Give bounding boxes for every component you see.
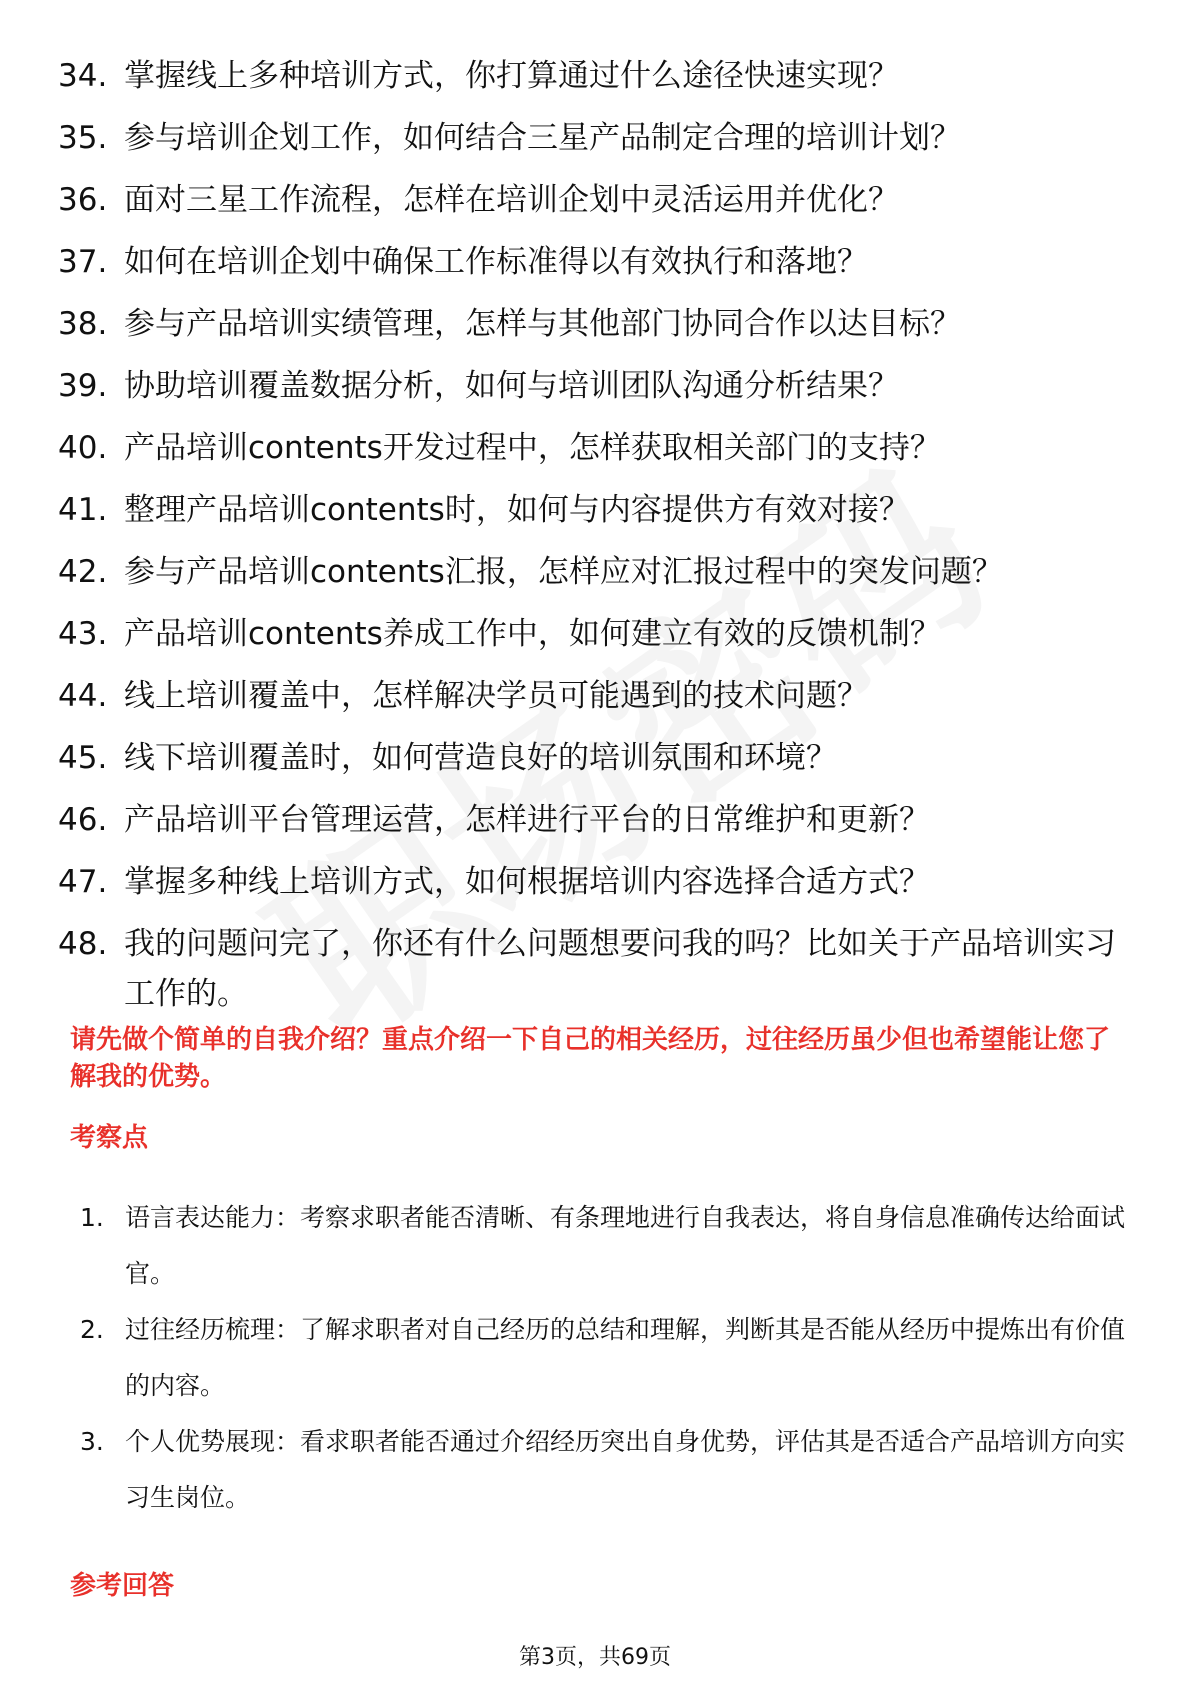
question-number: 43. xyxy=(58,616,108,652)
question-text: 线上培训覆盖中，怎样解决学员可能遇到的技术问题？ xyxy=(124,678,868,714)
question-text: 我的问题问完了，你还有什么问题想要问我的吗？比如关于产品培训实习工作的。 xyxy=(124,926,1116,1012)
question-item xyxy=(58,603,1138,665)
question-text: 产品培训平台管理运营，怎样进行平台的日常维护和更新？ xyxy=(124,802,930,838)
question-number: 36. xyxy=(58,182,108,218)
section-title-answer: 参考回答 xyxy=(70,1571,175,1601)
question-item xyxy=(58,913,1138,1019)
question-text: 如何在培训企划中确保工作标准得以有效执行和落地？ xyxy=(124,244,868,280)
question-number: 44. xyxy=(58,678,108,714)
question-text: 协助培训覆盖数据分析，如何与培训团队沟通分析结果？ xyxy=(124,368,899,404)
question-item xyxy=(58,479,1138,541)
question-item xyxy=(58,665,1138,727)
question-text: 掌握线上多种培训方式，你打算通过什么途径快速实现？ xyxy=(124,58,899,94)
point-text: 个人优势展现：看求职者能否通过介绍经历突出自身优势，评估其是否适合产品培训方向实习生岗位。 xyxy=(125,1427,1126,1512)
question-item xyxy=(58,45,1138,107)
question-number: 38. xyxy=(58,306,108,342)
point-text: 过往经历梳理：了解求职者对自己经历的总结和理解，判断其是否能从经历中提炼出有价值的内容。 xyxy=(125,1315,1126,1400)
question-text: 参与产品培训contents汇报，怎样应对汇报过程中的突发问题？ xyxy=(124,554,1003,590)
question-number: 45. xyxy=(58,740,108,776)
question-item xyxy=(58,541,1138,603)
intro-question: 请先做个简单的自我介绍？重点介绍一下自己的相关经历，过往经历虽少但也希望能让您了解我的优势。 xyxy=(70,1025,1111,1092)
point-item xyxy=(80,1414,1130,1526)
question-text: 掌握多种线上培训方式，如何根据培训内容选择合适方式？ xyxy=(124,864,930,900)
question-text: 产品培训contents开发过程中，怎样获取相关部门的支持？ xyxy=(124,430,941,466)
question-number: 47. xyxy=(58,864,108,900)
point-number: 3. xyxy=(80,1427,104,1456)
question-item xyxy=(58,355,1138,417)
question-number: 35. xyxy=(58,120,108,156)
section-title-points: 考察点 xyxy=(70,1123,149,1153)
point-item xyxy=(80,1302,1130,1414)
question-item xyxy=(58,169,1138,231)
question-text: 整理产品培训contents时，如何与内容提供方有效对接？ xyxy=(124,492,910,528)
question-item xyxy=(58,231,1138,293)
question-number: 42. xyxy=(58,554,108,590)
question-text: 面对三星工作流程，怎样在培训企划中灵活运用并优化？ xyxy=(124,182,899,218)
point-number: 2. xyxy=(80,1315,104,1344)
question-item xyxy=(58,417,1138,479)
page-footer: 第3页，共69页 xyxy=(519,1645,671,1670)
question-text: 线下培训覆盖时，如何营造良好的培训氛围和环境？ xyxy=(124,740,837,776)
question-number: 39. xyxy=(58,368,108,404)
question-item xyxy=(58,789,1138,851)
points-list xyxy=(80,1190,1130,1526)
question-text: 产品培训contents养成工作中，如何建立有效的反馈机制？ xyxy=(124,616,941,652)
question-number: 40. xyxy=(58,430,108,466)
question-item xyxy=(58,727,1138,789)
question-list xyxy=(58,45,1138,1019)
question-text: 参与产品培训实绩管理，怎样与其他部门协同合作以达目标？ xyxy=(124,306,961,342)
question-number: 41. xyxy=(58,492,108,528)
question-number: 37. xyxy=(58,244,108,280)
question-text: 参与培训企划工作，如何结合三星产品制定合理的培训计划？ xyxy=(124,120,961,156)
question-number: 48. xyxy=(58,926,108,962)
point-text: 语言表达能力：考察求职者能否清晰、有条理地进行自我表达，将自身信息准确传达给面试官。 xyxy=(125,1203,1126,1288)
question-item xyxy=(58,293,1138,355)
question-number: 34. xyxy=(58,58,108,94)
question-number: 46. xyxy=(58,802,108,838)
question-item xyxy=(58,851,1138,913)
point-number: 1. xyxy=(80,1203,104,1232)
point-item xyxy=(80,1190,1130,1302)
question-item xyxy=(58,107,1138,169)
